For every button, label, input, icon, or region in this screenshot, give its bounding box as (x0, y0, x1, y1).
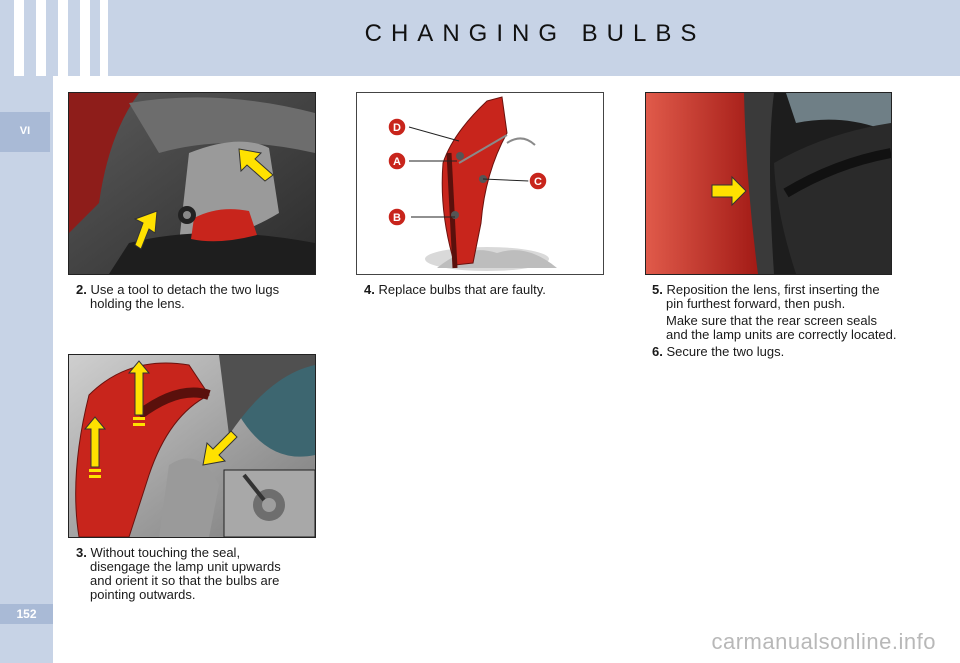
page-title: CHANGING BULBS (364, 20, 706, 47)
step-number: 5. (652, 282, 663, 297)
header-stripe (100, 0, 108, 76)
header-stripe (14, 0, 24, 76)
step-text: Reposition the lens, first inserting the pin furthest forward, then push. (666, 282, 880, 311)
step-number: 2. (76, 282, 87, 297)
step-number: 6. (652, 344, 663, 359)
page-number: 152 (0, 604, 53, 624)
chapter-tab[interactable]: VI (0, 112, 50, 152)
step-number: 3. (76, 545, 87, 560)
figure-disengage-lamp (68, 354, 316, 538)
watermark: carmanualsonline.info (711, 629, 936, 654)
figure-reposition-lens (645, 92, 892, 275)
header-stripe (80, 0, 90, 76)
figure-detach-lugs (68, 92, 316, 275)
label-d-marker (388, 118, 406, 136)
step-number: 4. (364, 282, 375, 297)
step-2-caption (76, 283, 301, 311)
label-b: B (393, 212, 401, 224)
header-stripe (36, 0, 46, 76)
step-text: Secure the two lugs. (666, 344, 785, 359)
step-note: Make sure that the rear screen seals and the lamp units are correctly located. (666, 313, 897, 342)
header-stripe (58, 0, 68, 76)
step-5-6-caption (652, 283, 897, 359)
step-4-caption (364, 283, 604, 297)
step-text: Use a tool to detach the two lugs holding the lens. (90, 282, 280, 311)
label-d: D (393, 122, 401, 134)
step-text: Replace bulbs that are faulty. (378, 282, 546, 297)
label-c-marker (529, 172, 547, 190)
step-text: Without touching the seal, disengage the lamp unit upwards and orient it so that the bulbs are pointing outwards. (90, 545, 281, 602)
label-b-marker (388, 208, 406, 226)
label-a: A (393, 156, 401, 168)
step-3-caption (76, 546, 296, 602)
figure-lamp-bulbs (356, 92, 604, 275)
label-c: C (534, 176, 542, 188)
label-a-marker (388, 152, 406, 170)
sidebar (0, 76, 53, 663)
header-band (0, 0, 960, 76)
